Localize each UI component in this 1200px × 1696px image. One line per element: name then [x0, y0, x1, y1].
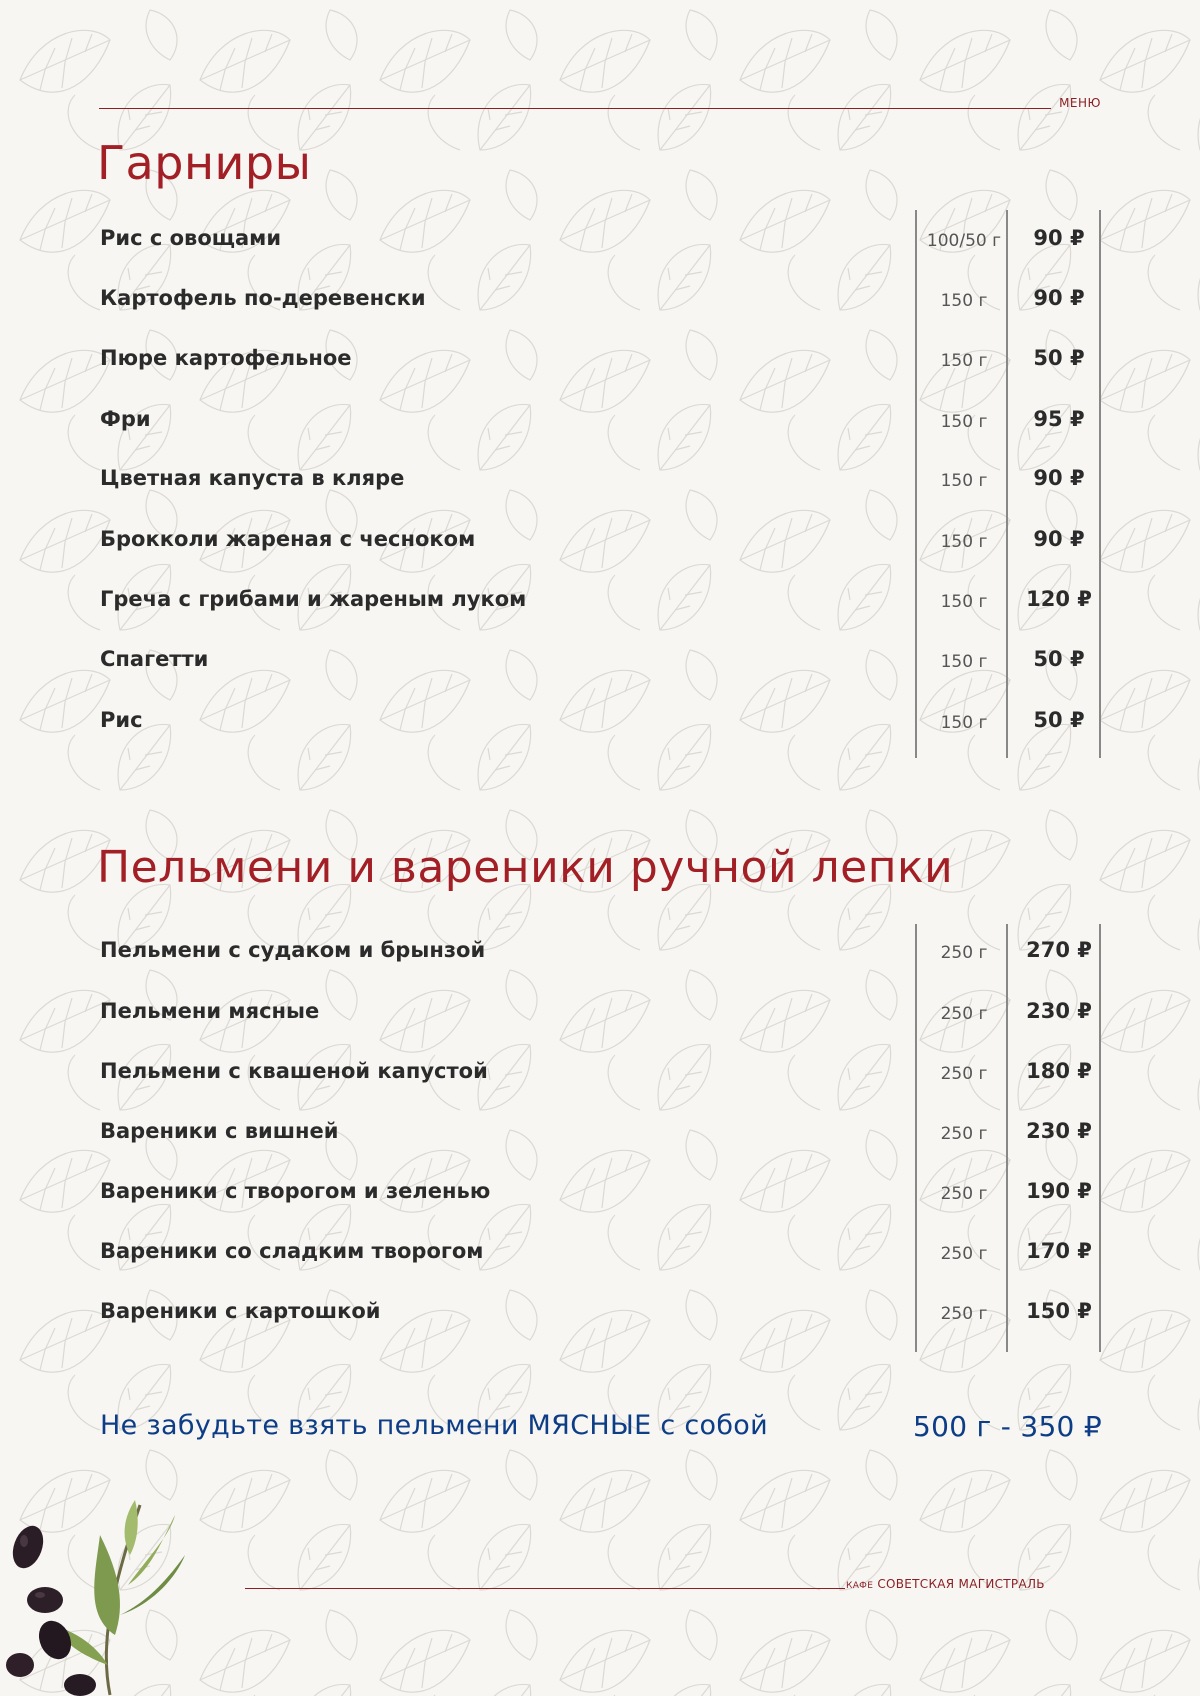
menu-item [0, 647, 1200, 677]
menu-item [0, 999, 1200, 1029]
item-name: Греча с грибами и жареным луком [100, 587, 527, 611]
item-name: Брокколи жареная с чесноком [100, 527, 476, 551]
item-weight: 150 г [940, 652, 988, 672]
item-price: 90 ₽ [1033, 466, 1085, 490]
item-name: Вареники со сладким творогом [100, 1239, 484, 1263]
item-name: Рис [100, 708, 143, 732]
item-weight: 150 г [940, 532, 988, 552]
menu-item [0, 527, 1200, 557]
menu-item [0, 286, 1200, 316]
item-weight: 250 г [940, 1184, 988, 1204]
item-weight: 150 г [940, 592, 988, 612]
item-name: Спагетти [100, 647, 209, 671]
item-weight: 150 г [940, 713, 988, 733]
item-price: 90 ₽ [1033, 527, 1085, 551]
header-label: МЕНЮ [1059, 96, 1101, 110]
item-price: 50 ₽ [1033, 708, 1085, 732]
menu-item [0, 407, 1200, 437]
section-title-garnishes: Гарниры [97, 136, 312, 190]
menu-item [0, 466, 1200, 496]
item-name: Пельмени мясные [100, 999, 320, 1023]
menu-item [0, 1059, 1200, 1089]
item-price: 230 ₽ [1026, 999, 1092, 1023]
item-price: 270 ₽ [1026, 938, 1092, 962]
item-price: 50 ₽ [1033, 647, 1085, 671]
item-price: 190 ₽ [1026, 1179, 1092, 1203]
menu-item [0, 708, 1200, 738]
item-weight: 250 г [940, 1064, 988, 1084]
item-price: 230 ₽ [1026, 1119, 1092, 1143]
item-weight: 250 г [940, 943, 988, 963]
item-price: 50 ₽ [1033, 346, 1085, 370]
item-price: 90 ₽ [1033, 286, 1085, 310]
item-name: Цветная капуста в кляре [100, 466, 405, 490]
item-weight: 150 г [940, 412, 988, 432]
promo-text: Не забудьте взять пельмени МЯСНЫЕ с собой [100, 1410, 768, 1441]
dumplings-list [0, 924, 1200, 1352]
item-weight: 250 г [940, 1244, 988, 1264]
item-price: 150 ₽ [1026, 1299, 1092, 1323]
item-name: Фри [100, 407, 151, 431]
garnishes-list [0, 210, 1200, 758]
item-name: Вареники с вишней [100, 1119, 339, 1143]
item-price: 120 ₽ [1026, 587, 1092, 611]
section-title-dumplings: Пельмени и вареники ручной лепки [97, 842, 954, 893]
footer-label-small: КАФЕ [846, 1581, 874, 1591]
item-price: 170 ₽ [1026, 1239, 1092, 1263]
header-divider [99, 108, 1051, 109]
menu-item [0, 346, 1200, 376]
item-name: Вареники с картошкой [100, 1299, 381, 1323]
item-weight: 250 г [940, 1004, 988, 1024]
menu-item [0, 587, 1200, 617]
menu-item [0, 1179, 1200, 1209]
olive-branch-icon [0, 1495, 220, 1696]
footer-divider [245, 1588, 845, 1589]
item-weight: 250 г [940, 1124, 988, 1144]
item-weight: 100/50 г [926, 231, 1002, 251]
item-price: 95 ₽ [1033, 407, 1085, 431]
item-name: Вареники с творогом и зеленью [100, 1179, 491, 1203]
promo-price: 500 г - 350 ₽ [912, 1410, 1102, 1443]
item-weight: 150 г [940, 291, 988, 311]
item-name: Пюре картофельное [100, 346, 352, 370]
footer-label-main: СОВЕТСКАЯ МАГИСТРАЛЬ [877, 1577, 1045, 1591]
item-name: Рис с овощами [100, 226, 282, 250]
menu-item [0, 938, 1200, 968]
menu-item [0, 1239, 1200, 1269]
item-weight: 250 г [940, 1304, 988, 1324]
menu-item [0, 226, 1200, 256]
item-name: Картофель по-деревенски [100, 286, 426, 310]
item-name: Пельмени с квашеной капустой [100, 1059, 488, 1083]
item-price: 180 ₽ [1026, 1059, 1092, 1083]
footer-label [846, 1577, 1045, 1591]
item-price: 90 ₽ [1033, 226, 1085, 250]
menu-item [0, 1299, 1200, 1329]
item-name: Пельмени с судаком и брынзой [100, 938, 486, 962]
menu-item [0, 1119, 1200, 1149]
item-weight: 150 г [940, 471, 988, 491]
item-weight: 150 г [940, 351, 988, 371]
